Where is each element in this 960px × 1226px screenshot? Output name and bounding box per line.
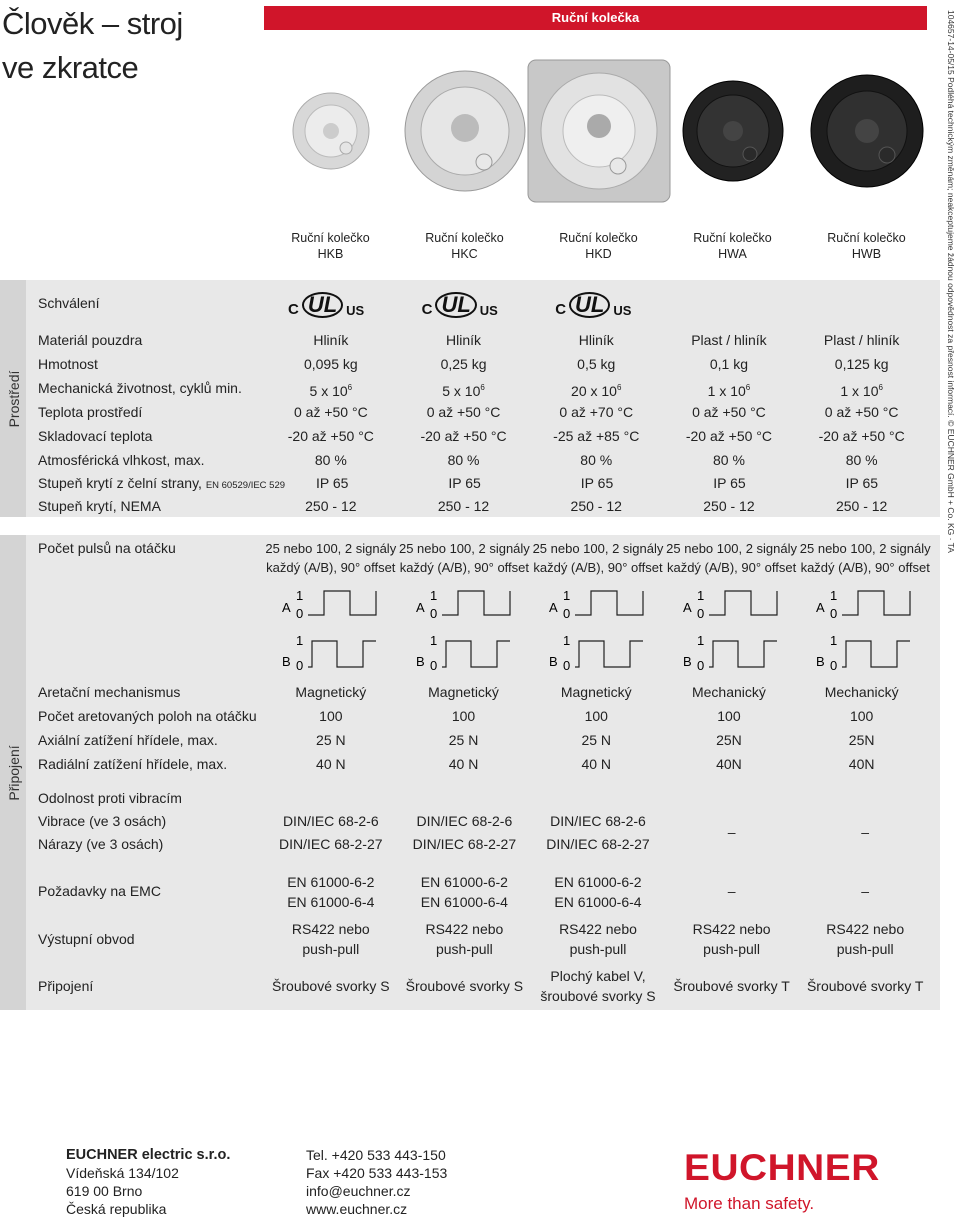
vibration-value bbox=[264, 811, 398, 831]
signal-b-wave bbox=[308, 641, 376, 667]
signal-a-high: 1 bbox=[296, 588, 304, 603]
row-value: 5 x $10^6$ bbox=[442, 383, 485, 399]
phone: Tel. +420 533 443-150 bbox=[306, 1147, 446, 1163]
square-wave-icon bbox=[274, 585, 384, 675]
product-name: Ruční kolečko HWA bbox=[693, 231, 772, 261]
category-header: Ruční kolečka bbox=[264, 6, 927, 30]
row-value: -20 až +50 °C bbox=[420, 428, 507, 444]
row-value: -20 až +50 °C bbox=[685, 428, 773, 444]
signal-a-low: 0 bbox=[830, 606, 838, 621]
row-value: 40N bbox=[848, 756, 875, 772]
row-label: Materiál pouzdra bbox=[38, 332, 143, 348]
pulse-line2: každý (A/B), 90° offset bbox=[266, 560, 396, 575]
row-value: IP 65 bbox=[713, 475, 746, 491]
row-value: 0 až +50 °C bbox=[293, 404, 368, 420]
row-value: Hliník bbox=[578, 332, 614, 348]
row-value: Plast / hliník bbox=[691, 332, 767, 348]
row-value: -20 až +50 °C bbox=[287, 428, 374, 444]
row-value: 25N bbox=[848, 732, 875, 748]
row-value: -25 až +85 °C bbox=[553, 428, 640, 444]
brand-slogan: More than safety. bbox=[684, 1194, 815, 1213]
pulse-value bbox=[798, 539, 932, 577]
shock-value-line: DIN/IEC 68-2-27 bbox=[412, 836, 517, 852]
emc-value bbox=[398, 872, 532, 912]
connection-row bbox=[38, 728, 928, 752]
shock-value-line: DIN/IEC 68-2-27 bbox=[279, 836, 383, 852]
output-value-line: RS422 nebo bbox=[425, 921, 504, 937]
pulses-label: Počet pulsů na otáčku bbox=[38, 540, 176, 556]
output-value-line: RS422 nebo bbox=[559, 921, 637, 937]
signal-b-low: 0 bbox=[563, 658, 571, 673]
vibration-dash bbox=[798, 822, 932, 842]
row-value: 80 % bbox=[447, 452, 480, 468]
ul-c: C bbox=[288, 301, 299, 318]
signal-b-label: B bbox=[549, 654, 558, 669]
signal-a-high: 1 bbox=[830, 588, 838, 603]
row-value: 250 - 12 bbox=[570, 498, 622, 514]
signal-b-high: 1 bbox=[429, 633, 437, 648]
handwheel-black-large-icon bbox=[800, 36, 933, 226]
connection-value bbox=[798, 976, 932, 996]
env-row bbox=[38, 376, 928, 400]
signal-a-high: 1 bbox=[429, 588, 437, 603]
country: Česká republika bbox=[66, 1201, 167, 1217]
pulse-value bbox=[398, 539, 532, 577]
output-value-line: push-pull bbox=[435, 941, 493, 957]
row-value: Magnetický bbox=[560, 684, 632, 700]
street: Vídeňská 134/102 bbox=[66, 1165, 179, 1181]
env-row bbox=[38, 400, 928, 424]
output-value-line: RS422 nebo bbox=[291, 921, 370, 937]
row-value: 250 - 12 bbox=[703, 498, 755, 514]
emc-dash bbox=[665, 881, 799, 901]
output-value bbox=[665, 919, 799, 959]
signal-cell bbox=[264, 585, 398, 675]
env-row bbox=[38, 448, 928, 472]
square-wave-icon bbox=[675, 585, 785, 675]
signal-a-wave bbox=[709, 591, 777, 615]
signal-b-label: B bbox=[282, 654, 291, 669]
vibration-value bbox=[531, 811, 665, 831]
connection-value-line: Šroubové svorky T bbox=[673, 978, 790, 994]
connection-row bbox=[38, 680, 928, 704]
signal-b-high: 1 bbox=[563, 633, 571, 648]
signal-b-low: 0 bbox=[429, 658, 437, 673]
connection-row bbox=[38, 704, 928, 728]
row-value: 0 až +50 °C bbox=[426, 404, 501, 420]
signal-a-low: 0 bbox=[563, 606, 571, 621]
side-note: 104657-14-05/15 Podléhá technickým změnám; neakceptujeme žádnou odpovědnost za přesnost informací. © EUCHNER GmbH + Co. KG · TA bbox=[946, 10, 956, 553]
row-value: 100 bbox=[717, 708, 741, 724]
row-value: 80 % bbox=[314, 452, 347, 468]
signal-b-low: 0 bbox=[830, 658, 838, 673]
signal-b-high: 1 bbox=[696, 633, 705, 648]
emc-value-line: EN 61000-6-4 bbox=[287, 894, 375, 910]
handwheel-aluminium-icon bbox=[398, 36, 531, 226]
output-value-line: push-pull bbox=[302, 941, 360, 957]
signal-b-low: 0 bbox=[696, 658, 705, 673]
vibration-value-line: DIN/IEC 68-2-6 bbox=[282, 813, 379, 829]
env-row bbox=[38, 494, 928, 518]
signal-diagrams bbox=[264, 585, 932, 675]
row-value: 80 % bbox=[712, 452, 745, 468]
ul-us: US bbox=[346, 303, 365, 318]
pulse-value bbox=[531, 539, 665, 577]
emc-value bbox=[531, 872, 665, 912]
shock-axes-label: Nárazy (ve 3 osách) bbox=[38, 836, 164, 852]
output-value-line: push-pull bbox=[836, 941, 894, 957]
exponent: 6 bbox=[616, 383, 622, 392]
pulse-line1: 25 nebo 100, 2 signály bbox=[532, 541, 664, 556]
signal-a-wave bbox=[308, 591, 376, 615]
section-tab-connection: Připojení bbox=[0, 535, 26, 1010]
row-value: 0,125 kg bbox=[834, 356, 889, 372]
product-name: Ruční kolečko HKD bbox=[559, 231, 638, 261]
row-value: 0 až +70 °C bbox=[559, 404, 634, 420]
env-row bbox=[38, 328, 928, 352]
row-value: 80 % bbox=[580, 452, 613, 468]
product-hkb bbox=[264, 36, 397, 262]
vibration-dash-line: – bbox=[727, 824, 736, 840]
emc-dash-line: – bbox=[727, 883, 736, 899]
approval-row bbox=[38, 290, 928, 316]
product-hwb bbox=[800, 36, 933, 262]
handwheel-panel-aluminium-icon bbox=[532, 36, 665, 226]
exponent: 6 bbox=[347, 383, 353, 392]
page-title-line1: Člověk – stroj bbox=[2, 6, 183, 41]
footer-address bbox=[66, 1146, 230, 1218]
signal-b-label: B bbox=[816, 654, 826, 669]
signal-a-wave bbox=[842, 591, 910, 615]
pulse-value bbox=[665, 539, 799, 577]
shock-value bbox=[398, 834, 532, 854]
row-value: Magnetický bbox=[428, 684, 499, 700]
output-value-line: RS422 nebo bbox=[692, 921, 771, 937]
fax: Fax +420 533 443-153 bbox=[306, 1165, 448, 1181]
row-value: 0 až +50 °C bbox=[692, 404, 766, 420]
signal-b-high: 1 bbox=[296, 633, 304, 648]
connection-value-line: Plochý kabel V, bbox=[550, 968, 646, 984]
row-value: 40 N bbox=[581, 756, 612, 772]
row-label: Hmotnost bbox=[38, 356, 98, 372]
section-tab-environment: Prostředí bbox=[0, 280, 26, 517]
row-label: Teplota prostředí bbox=[38, 404, 143, 420]
page-title-line2: ve zkratce bbox=[2, 50, 139, 85]
vibration-label: Odolnost proti vibracím bbox=[38, 790, 182, 806]
square-wave-icon bbox=[541, 585, 651, 675]
signal-cell bbox=[531, 585, 665, 675]
ul-us: US bbox=[613, 303, 632, 318]
row-value: IP 65 bbox=[580, 475, 614, 491]
row-value: 40 N bbox=[448, 756, 479, 772]
email-link[interactable]: info@euchner.cz bbox=[306, 1183, 411, 1199]
signal-a-label: A bbox=[549, 600, 558, 615]
signal-cell bbox=[798, 585, 932, 675]
row-value: 0,1 kg bbox=[709, 356, 749, 372]
row-value: IP 65 bbox=[448, 475, 481, 491]
row-label: Počet aretovaných poloh na otáčku bbox=[38, 708, 257, 724]
connection-value bbox=[264, 976, 398, 996]
pulse-line2: každý (A/B), 90° offset bbox=[666, 560, 797, 575]
row-value: -20 až +50 °C bbox=[818, 428, 905, 444]
row-value: 25 N bbox=[448, 732, 479, 748]
output-value-line: RS422 nebo bbox=[826, 921, 905, 937]
row-label: Skladovací teplota bbox=[38, 428, 153, 444]
output-value-line: push-pull bbox=[703, 941, 760, 957]
signal-a-low: 0 bbox=[296, 606, 304, 621]
product-hwa bbox=[666, 36, 799, 262]
exponent: 6 bbox=[745, 383, 751, 392]
ul-c: C bbox=[555, 301, 567, 318]
row-value: 100 bbox=[584, 708, 608, 724]
row-value: 250 - 12 bbox=[437, 498, 490, 514]
row-value: 20 x $10^6$ bbox=[571, 383, 622, 399]
signal-a-high: 1 bbox=[563, 588, 571, 603]
connection-value bbox=[531, 966, 665, 1006]
ul-mark: UL bbox=[569, 292, 610, 318]
signal-b-high: 1 bbox=[830, 633, 838, 648]
row-value: 80 % bbox=[845, 452, 878, 468]
row-value: 0 až +50 °C bbox=[824, 404, 899, 420]
signal-a-label: A bbox=[682, 600, 692, 615]
vibration-dash bbox=[665, 822, 799, 842]
pulse-line1: 25 nebo 100, 2 signály bbox=[799, 541, 931, 556]
connection-value-line: Šroubové svorky T bbox=[806, 978, 924, 994]
ul-c: C bbox=[421, 301, 433, 318]
emc-value-line: EN 61000-6-4 bbox=[420, 894, 508, 910]
row-value: 100 bbox=[849, 708, 874, 724]
ul-us: US bbox=[479, 303, 498, 318]
row-value: 25 N bbox=[316, 732, 346, 748]
signal-a-label: A bbox=[282, 600, 291, 615]
exponent: 6 bbox=[480, 383, 485, 392]
row-value: Magnetický bbox=[295, 684, 367, 700]
handwheel-black-icon bbox=[666, 36, 799, 226]
emc-value-line: EN 61000-6-2 bbox=[554, 874, 642, 890]
shock-value bbox=[264, 834, 398, 854]
pulse-line1: 25 nebo 100, 2 signály bbox=[398, 541, 530, 556]
env-row bbox=[38, 424, 928, 448]
row-value: 40 N bbox=[316, 756, 346, 772]
row-value: Hliník bbox=[313, 332, 349, 348]
row-value: 25 N bbox=[581, 732, 612, 748]
emc-value bbox=[264, 872, 398, 912]
signal-a-wave bbox=[575, 591, 643, 615]
product-hkc bbox=[398, 36, 531, 262]
output-value bbox=[531, 919, 665, 959]
row-value: 250 - 12 bbox=[305, 498, 357, 514]
signal-a-wave bbox=[442, 591, 510, 615]
connection-value bbox=[665, 976, 799, 996]
output-value bbox=[398, 919, 532, 959]
emc-dash-line: – bbox=[861, 883, 870, 899]
row-value: Mechanický bbox=[691, 684, 766, 700]
city: 619 00 Brno bbox=[66, 1183, 143, 1199]
vibration-axes-label: Vibrace (ve 3 osách) bbox=[38, 813, 167, 829]
signal-b-wave bbox=[842, 641, 910, 667]
approval-label: Schválení bbox=[38, 295, 100, 311]
vibration-value-line: DIN/IEC 68-2-6 bbox=[550, 813, 646, 829]
shock-value bbox=[531, 834, 665, 854]
row-label: Axiální zatížení hřídele, max. bbox=[38, 732, 218, 748]
signal-a-high: 1 bbox=[696, 588, 705, 603]
signal-a-low: 0 bbox=[696, 606, 705, 621]
output-value bbox=[798, 919, 932, 959]
ul-mark: UL bbox=[435, 292, 476, 318]
connection-value bbox=[398, 976, 532, 996]
signal-a-label: A bbox=[415, 600, 425, 615]
row-value: 1 x $10^6$ bbox=[707, 383, 751, 399]
company-name: EUCHNER electric s.r.o. bbox=[66, 1147, 231, 1163]
row-value: IP 65 bbox=[845, 475, 879, 491]
emc-value-line: EN 61000-6-2 bbox=[287, 874, 375, 890]
connection-label: Připojení bbox=[38, 978, 94, 994]
connection-row bbox=[38, 752, 928, 776]
row-value: 0,095 kg bbox=[303, 356, 358, 372]
vibration-value-line: DIN/IEC 68-2-6 bbox=[416, 813, 513, 829]
row-label: Atmosférická vlhkost, max. bbox=[38, 452, 205, 468]
product-name: Ruční kolečko HKC bbox=[425, 231, 504, 261]
row-value: Hliník bbox=[446, 332, 482, 348]
output-value bbox=[264, 919, 398, 959]
signal-a-label: A bbox=[816, 600, 826, 615]
euchner-logo bbox=[684, 1146, 880, 1214]
product-name: Ruční kolečko HWB bbox=[827, 231, 906, 261]
row-value: 40N bbox=[716, 756, 742, 772]
row-value: 5 x $10^6$ bbox=[309, 383, 353, 399]
output-label: Výstupní obvod bbox=[38, 931, 135, 947]
row-value: 0,5 kg bbox=[577, 356, 616, 372]
product-name: Ruční kolečko HKB bbox=[291, 231, 370, 261]
web-link[interactable]: www.euchner.cz bbox=[306, 1201, 408, 1217]
ul-mark: UL bbox=[302, 292, 343, 318]
row-label: Radiální zatížení hřídele, max. bbox=[38, 756, 228, 772]
row-value: 1 x $10^6$ bbox=[840, 383, 883, 399]
row-value: 100 bbox=[319, 708, 343, 724]
row-label: Stupeň krytí, NEMA bbox=[38, 498, 161, 514]
brand-wordmark: EUCHNER bbox=[684, 1147, 880, 1188]
signal-b-low: 0 bbox=[296, 658, 304, 673]
signal-b-wave bbox=[709, 641, 777, 667]
signal-b-label: B bbox=[415, 654, 425, 669]
row-value: 25N bbox=[716, 732, 742, 748]
signal-b-label: B bbox=[682, 654, 692, 669]
shock-value-line: DIN/IEC 68-2-27 bbox=[546, 836, 650, 852]
vibration-dash-line: – bbox=[861, 824, 870, 840]
row-label: Aretační mechanismus bbox=[38, 684, 181, 700]
pulse-line1: 25 nebo 100, 2 signály bbox=[666, 541, 797, 556]
exponent: 6 bbox=[878, 383, 883, 392]
pulse-line2: každý (A/B), 90° offset bbox=[533, 560, 663, 575]
emc-value-line: EN 61000-6-4 bbox=[554, 894, 642, 910]
product-hkd bbox=[532, 36, 665, 262]
emc-dash bbox=[798, 881, 932, 901]
row-label-standard: EN 60529/IEC 529 bbox=[205, 480, 286, 491]
row-value: Plast / hliník bbox=[823, 332, 900, 348]
row-value: 0,25 kg bbox=[440, 356, 487, 372]
row-label: Stupeň krytí z čelní strany, EN 60529/IEC 529 bbox=[38, 475, 286, 491]
pulse-line2: každý (A/B), 90° offset bbox=[800, 560, 930, 575]
pulse-line2: každý (A/B), 90° offset bbox=[399, 560, 530, 575]
emc-value-line: EN 61000-6-2 bbox=[420, 874, 508, 890]
row-value: 250 - 12 bbox=[835, 498, 888, 514]
square-wave-icon bbox=[408, 585, 518, 675]
connection-value-line: šroubové svorky S bbox=[540, 988, 656, 1004]
row-value: Mechanický bbox=[824, 684, 899, 700]
env-row bbox=[38, 352, 928, 376]
pulse-line1: 25 nebo 100, 2 signály bbox=[265, 541, 397, 556]
signal-cell bbox=[398, 585, 532, 675]
connection-value-line: Šroubové svorky S bbox=[405, 978, 524, 994]
handwheel-small-aluminium-icon bbox=[264, 36, 397, 226]
signal-a-low: 0 bbox=[429, 606, 437, 621]
pulse-value bbox=[264, 539, 398, 577]
page-title bbox=[2, 2, 183, 90]
row-label: Mechanická životnost, cyklů min. bbox=[38, 380, 242, 396]
vibration-value bbox=[398, 811, 532, 831]
signal-b-wave bbox=[442, 641, 510, 667]
connection-value-line: Šroubové svorky S bbox=[272, 978, 390, 994]
row-value: IP 65 bbox=[315, 475, 349, 491]
signal-b-wave bbox=[575, 641, 643, 667]
footer-contact bbox=[306, 1146, 447, 1218]
row-value: 100 bbox=[451, 708, 476, 724]
env-row bbox=[38, 471, 928, 495]
signal-cell bbox=[665, 585, 799, 675]
output-value-line: push-pull bbox=[569, 941, 627, 957]
square-wave-icon bbox=[808, 585, 918, 675]
emc-label: Požadavky na EMC bbox=[38, 883, 161, 899]
